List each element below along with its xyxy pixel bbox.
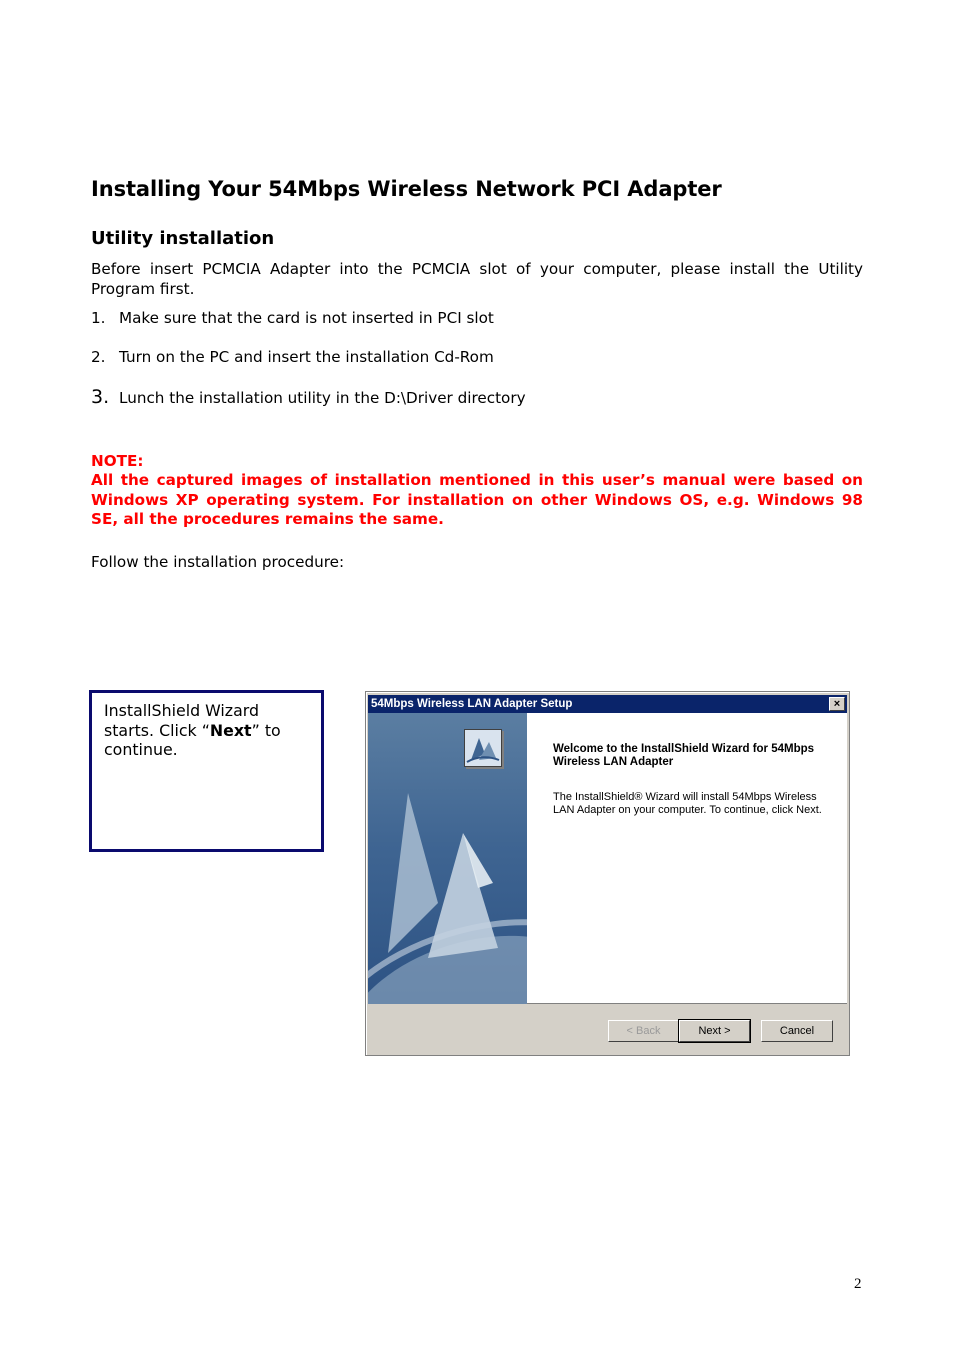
step-text: Lunch the installation utility in the D:\Driver directory [119, 389, 526, 407]
step-number: 3. [91, 386, 110, 408]
callout-text-bold: Next [209, 720, 252, 740]
welcome-title: Welcome to the InstallShield Wizard for 54Mbps Wireless LAN Adapter [553, 743, 815, 768]
step-3 [91, 386, 526, 408]
note-text: All the captured images of installation mentioned in this user’s manual were based on Windows XP operating system. For installation on other Windows OS, e.g. Windows 98 SE, all the procedures remains the same. [91, 471, 863, 528]
close-button[interactable]: × [829, 697, 845, 711]
callout-text-after: ” to continue. [104, 720, 281, 759]
section-heading: Utility installation [91, 228, 275, 249]
welcome-message: The InstallShield® Wizard will install 54Mbps Wireless LAN Adapter on your computer. To continue, click Next. [553, 791, 822, 816]
next-button[interactable]: Next > [679, 1020, 750, 1042]
step-1 [91, 309, 494, 327]
dialog-title: 54Mbps Wireless LAN Adapter Setup [371, 698, 573, 710]
step-text: Turn on the PC and insert the installation Cd-Rom [119, 348, 494, 366]
follow-instruction: Follow the installation procedure: [91, 553, 345, 571]
step-text: Make sure that the card is not inserted in PCI slot [119, 309, 494, 327]
installshield-icon [464, 729, 502, 767]
back-button[interactable]: < Back [608, 1020, 679, 1042]
installshield-sails-graphic [368, 713, 527, 1004]
callout-text-before: InstallShield Wizard starts. Click “ [104, 701, 260, 740]
page-heading: Installing Your 54Mbps Wireless Network PCI Adapter [91, 177, 722, 201]
step-number: 1. [91, 309, 106, 327]
intro-paragraph: Before insert PCMCIA Adapter into the PCMCIA slot of your computer, please install the Utility Program first. [91, 260, 863, 298]
setup-wizard-dialog [365, 691, 850, 1056]
step-2 [91, 348, 494, 366]
note-label: NOTE: [91, 452, 144, 470]
dialog-titlebar [368, 695, 847, 713]
dialog-content [368, 713, 847, 1004]
step-number: 2. [91, 348, 106, 366]
cancel-button[interactable]: Cancel [761, 1020, 833, 1042]
sails-graphic [368, 713, 527, 1004]
instruction-callout [89, 690, 324, 852]
page-number: 2 [854, 1276, 862, 1292]
